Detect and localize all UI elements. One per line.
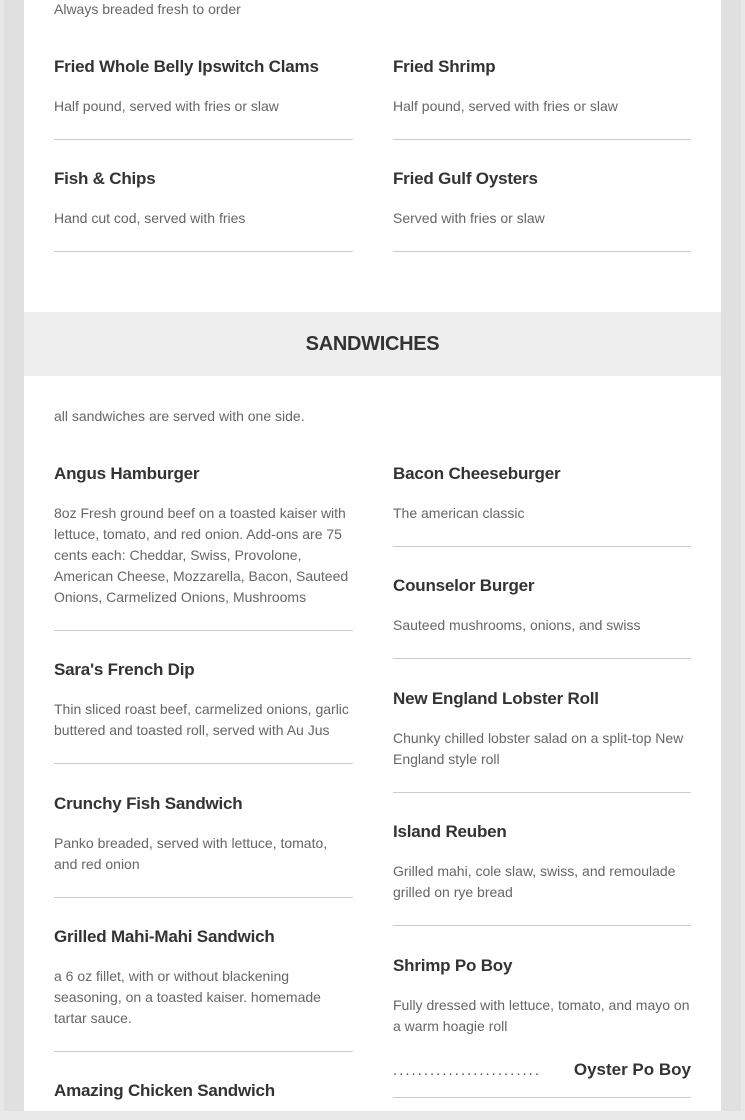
menu-item xyxy=(393,463,691,547)
menu-item-leader xyxy=(393,1055,691,1081)
menu-item-name: Bacon Cheeseburger xyxy=(393,464,561,483)
section-note: all sandwiches are served with one side. xyxy=(54,408,305,424)
menu-item-description: Panko breaded, served with lettuce, tomato, and red onion xyxy=(54,835,328,872)
menu-item-name: Crunchy Fish Sandwich xyxy=(54,794,243,813)
menu-item-name: Grilled Mahi-Mahi Sandwich xyxy=(54,927,275,946)
menu-item xyxy=(54,1080,353,1120)
menu-item xyxy=(393,821,691,926)
menu-item xyxy=(54,659,353,764)
menu-item xyxy=(54,926,353,1052)
divider xyxy=(393,1097,691,1098)
fried-right-column xyxy=(393,56,691,252)
menu-item-description: Served with fries or slaw xyxy=(393,210,545,226)
menu-card xyxy=(24,0,721,1111)
menu-item-description: Thin sliced roast beef, carmelized onions, garlic buttered and toasted roll, served with Au Jus xyxy=(54,701,349,738)
menu-item xyxy=(393,56,691,140)
menu-item xyxy=(54,56,353,140)
fried-section-intro: Always breaded fresh to order xyxy=(54,1,241,17)
menu-item-name: Sara's French Dip xyxy=(54,660,195,679)
menu-item-description: Chunky chilled lobster salad on a split-top New England style roll xyxy=(393,730,684,767)
menu-item-name: Fried Gulf Oysters xyxy=(393,169,538,188)
menu-item-name: Island Reuben xyxy=(393,822,507,841)
menu-item-name: Angus Hamburger xyxy=(54,464,200,483)
menu-item-name: New England Lobster Roll xyxy=(393,689,599,708)
menu-item-description: Hand cut cod, served with fries xyxy=(54,210,246,226)
menu-item-description: Half pound, served with fries or slaw xyxy=(393,98,618,114)
menu-item-description: Fully dressed with lettuce, tomato, and mayo on a warm hoagie roll xyxy=(393,997,690,1034)
menu-item-name: Fried Shrimp xyxy=(393,57,496,76)
dotted-leader: ........................ xyxy=(393,1062,542,1079)
menu-item-name: Fish & Chips xyxy=(54,169,156,188)
menu-item-name: Fried Whole Belly Ipswitch Clams xyxy=(54,57,319,76)
menu-item-name: Amazing Chicken Sandwich xyxy=(54,1081,275,1100)
menu-item-description: Sauteed mushrooms, onions, and swiss xyxy=(393,617,641,633)
menu-item-description: Half pound, served with fries or slaw xyxy=(54,98,279,114)
menu-item-description: a 6 oz fillet, with or without blackening seasoning, on a toasted kaiser. homemade tartar sauce. xyxy=(54,968,321,1026)
menu-item-description: The american classic xyxy=(393,505,525,521)
menu-item-name: Oyster Po Boy xyxy=(573,1060,691,1079)
sandwiches-right-column xyxy=(393,463,691,1035)
menu-item xyxy=(393,575,691,659)
sandwiches-left-column xyxy=(54,463,353,1120)
menu-item-name: Shrimp Po Boy xyxy=(393,956,513,975)
menu-item-name: Counselor Burger xyxy=(393,576,535,595)
fried-left-column xyxy=(54,56,353,252)
page-background xyxy=(4,0,741,1111)
menu-item xyxy=(54,793,353,898)
menu-item-description: 8oz Fresh ground beef on a toasted kaiser with lettuce, tomato, and red onion. Add-ons are 75 cents each: Cheddar, Swiss, Provolone, American Cheese, Mozzarella, Bacon, Sauteed Onions, Carmelized Onions, Mushrooms xyxy=(54,505,349,605)
menu-item xyxy=(54,463,353,631)
menu-item xyxy=(393,168,691,252)
menu-item xyxy=(54,168,353,252)
section-title-sandwiches: SANDWICHES xyxy=(24,312,721,376)
menu-item-description: Grilled mahi, cole slaw, swiss, and remoulade grilled on rye bread xyxy=(393,863,676,900)
menu-item xyxy=(393,955,691,1035)
menu-item xyxy=(393,688,691,793)
